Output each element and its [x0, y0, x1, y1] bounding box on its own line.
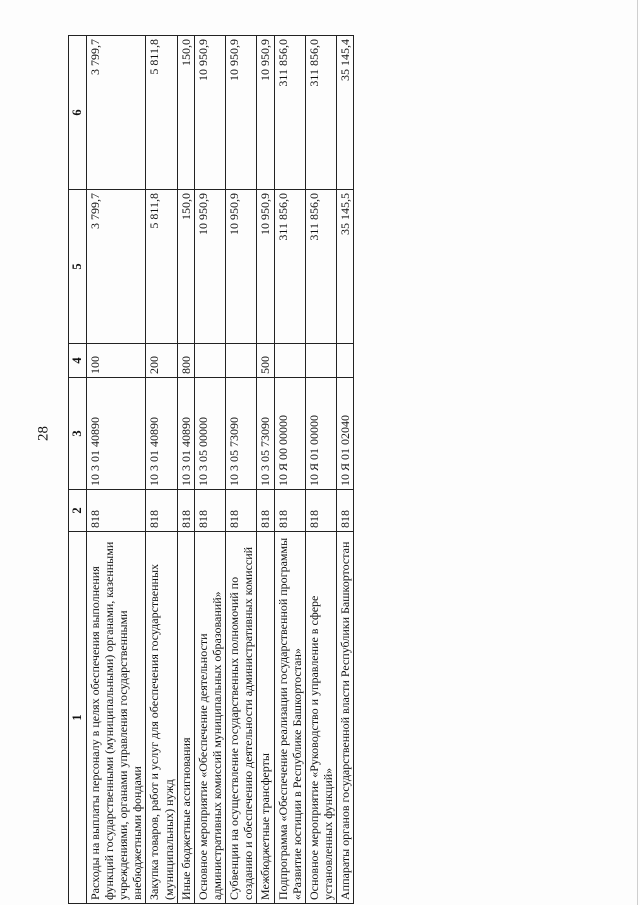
cell-name: Подпрограмма «Обеспечение реализации государственной программы «Развитие юстиции в Республике Башкортостан» — [274, 532, 305, 904]
cell-code: 818 — [194, 490, 225, 532]
cell-name: Иные бюджетные ассигнования — [177, 532, 194, 904]
cell-code: 818 — [177, 490, 194, 532]
table-row — [226, 36, 257, 904]
header-col-6: 6 — [69, 36, 87, 190]
header-col-1: 1 — [69, 532, 87, 904]
cell-expense-type — [194, 344, 225, 378]
cell-amount-6: 150,0 — [177, 36, 194, 190]
cell-expense-type — [226, 344, 257, 378]
cell-expense-type: 800 — [177, 344, 194, 378]
cell-expense-type — [337, 344, 354, 378]
cell-target-code: 10 3 05 00000 — [194, 378, 225, 490]
cell-amount-5: 150,0 — [177, 190, 194, 344]
cell-amount-6: 311 856,0 — [274, 36, 305, 190]
cell-target-code: 10 3 01 40890 — [86, 378, 146, 490]
cell-amount-5: 10 950,9 — [257, 190, 274, 344]
cell-amount-6: 10 950,9 — [257, 36, 274, 190]
cell-amount-6: 311 856,0 — [305, 36, 336, 190]
cell-expense-type: 500 — [257, 344, 274, 378]
cell-name: Субвенции на осуществление государственных полномочий по созданию и обеспечению деятельности административных комиссий — [226, 532, 257, 904]
cell-amount-6: 10 950,9 — [226, 36, 257, 190]
cell-name: Межбюджетные трансферты — [257, 532, 274, 904]
table-header-row — [69, 36, 87, 904]
table-row — [274, 36, 305, 904]
cell-amount-6: 5 811,8 — [146, 36, 177, 190]
page-number: 28 — [35, 426, 52, 441]
table-row — [337, 36, 354, 904]
cell-expense-type: 200 — [146, 344, 177, 378]
table-row — [177, 36, 194, 904]
table-row — [257, 36, 274, 904]
cell-amount-5: 3 799,7 — [86, 190, 146, 344]
cell-amount-5: 311 856,0 — [305, 190, 336, 344]
cell-name: Аппараты органов государственной власти Республики Башкортостан — [337, 532, 354, 904]
header-col-5: 5 — [69, 190, 87, 344]
table-row — [194, 36, 225, 904]
budget-table — [68, 35, 354, 904]
cell-amount-6: 35 145,4 — [337, 36, 354, 190]
cell-code: 818 — [337, 490, 354, 532]
rotated-table-area — [68, 36, 504, 904]
cell-target-code: 10 3 01 40890 — [146, 378, 177, 490]
cell-amount-5: 311 856,0 — [274, 190, 305, 344]
cell-amount-5: 5 811,8 — [146, 190, 177, 344]
cell-code: 818 — [305, 490, 336, 532]
cell-amount-6: 3 799,7 — [86, 36, 146, 190]
cell-amount-5: 10 950,9 — [194, 190, 225, 344]
cell-amount-5: 10 950,9 — [226, 190, 257, 344]
cell-code: 818 — [257, 490, 274, 532]
cell-code: 818 — [226, 490, 257, 532]
table-row — [305, 36, 336, 904]
cell-name: Закупка товаров, работ и услуг для обеспечения государственных (муниципальных) нужд — [146, 532, 177, 904]
cell-target-code: 10 Я 00 00000 — [274, 378, 305, 490]
page-edge — [637, 0, 638, 905]
cell-target-code: 10 3 05 73090 — [257, 378, 274, 490]
cell-target-code: 10 Я 01 00000 — [305, 378, 336, 490]
cell-expense-type — [305, 344, 336, 378]
header-col-3: 3 — [69, 378, 87, 490]
cell-target-code: 10 3 01 40890 — [177, 378, 194, 490]
cell-code: 818 — [146, 490, 177, 532]
header-col-2: 2 — [69, 490, 87, 532]
cell-expense-type: 100 — [86, 344, 146, 378]
cell-name: Расходы на выплаты персоналу в целях обеспечения выполнения функций государственными (муниципальными) органами, казенными учреждениями, органами управления государственными внебюджетными фондами — [86, 532, 146, 904]
cell-name: Основное мероприятие «Руководство и управление в сфере установленных функций» — [305, 532, 336, 904]
cell-code: 818 — [86, 490, 146, 532]
cell-target-code: 10 3 05 73090 — [226, 378, 257, 490]
table-body — [86, 36, 354, 904]
cell-code: 818 — [274, 490, 305, 532]
cell-name: Основное мероприятие «Обеспечение деятельности административных комиссий муниципальных образований» — [194, 532, 225, 904]
table-wrapper — [68, 36, 504, 904]
cell-expense-type — [274, 344, 305, 378]
cell-amount-6: 10 950,9 — [194, 36, 225, 190]
cell-target-code: 10 Я 01 02040 — [337, 378, 354, 490]
cell-amount-5: 35 145,5 — [337, 190, 354, 344]
header-col-4: 4 — [69, 344, 87, 378]
table-row — [146, 36, 177, 904]
table-row — [86, 36, 146, 904]
